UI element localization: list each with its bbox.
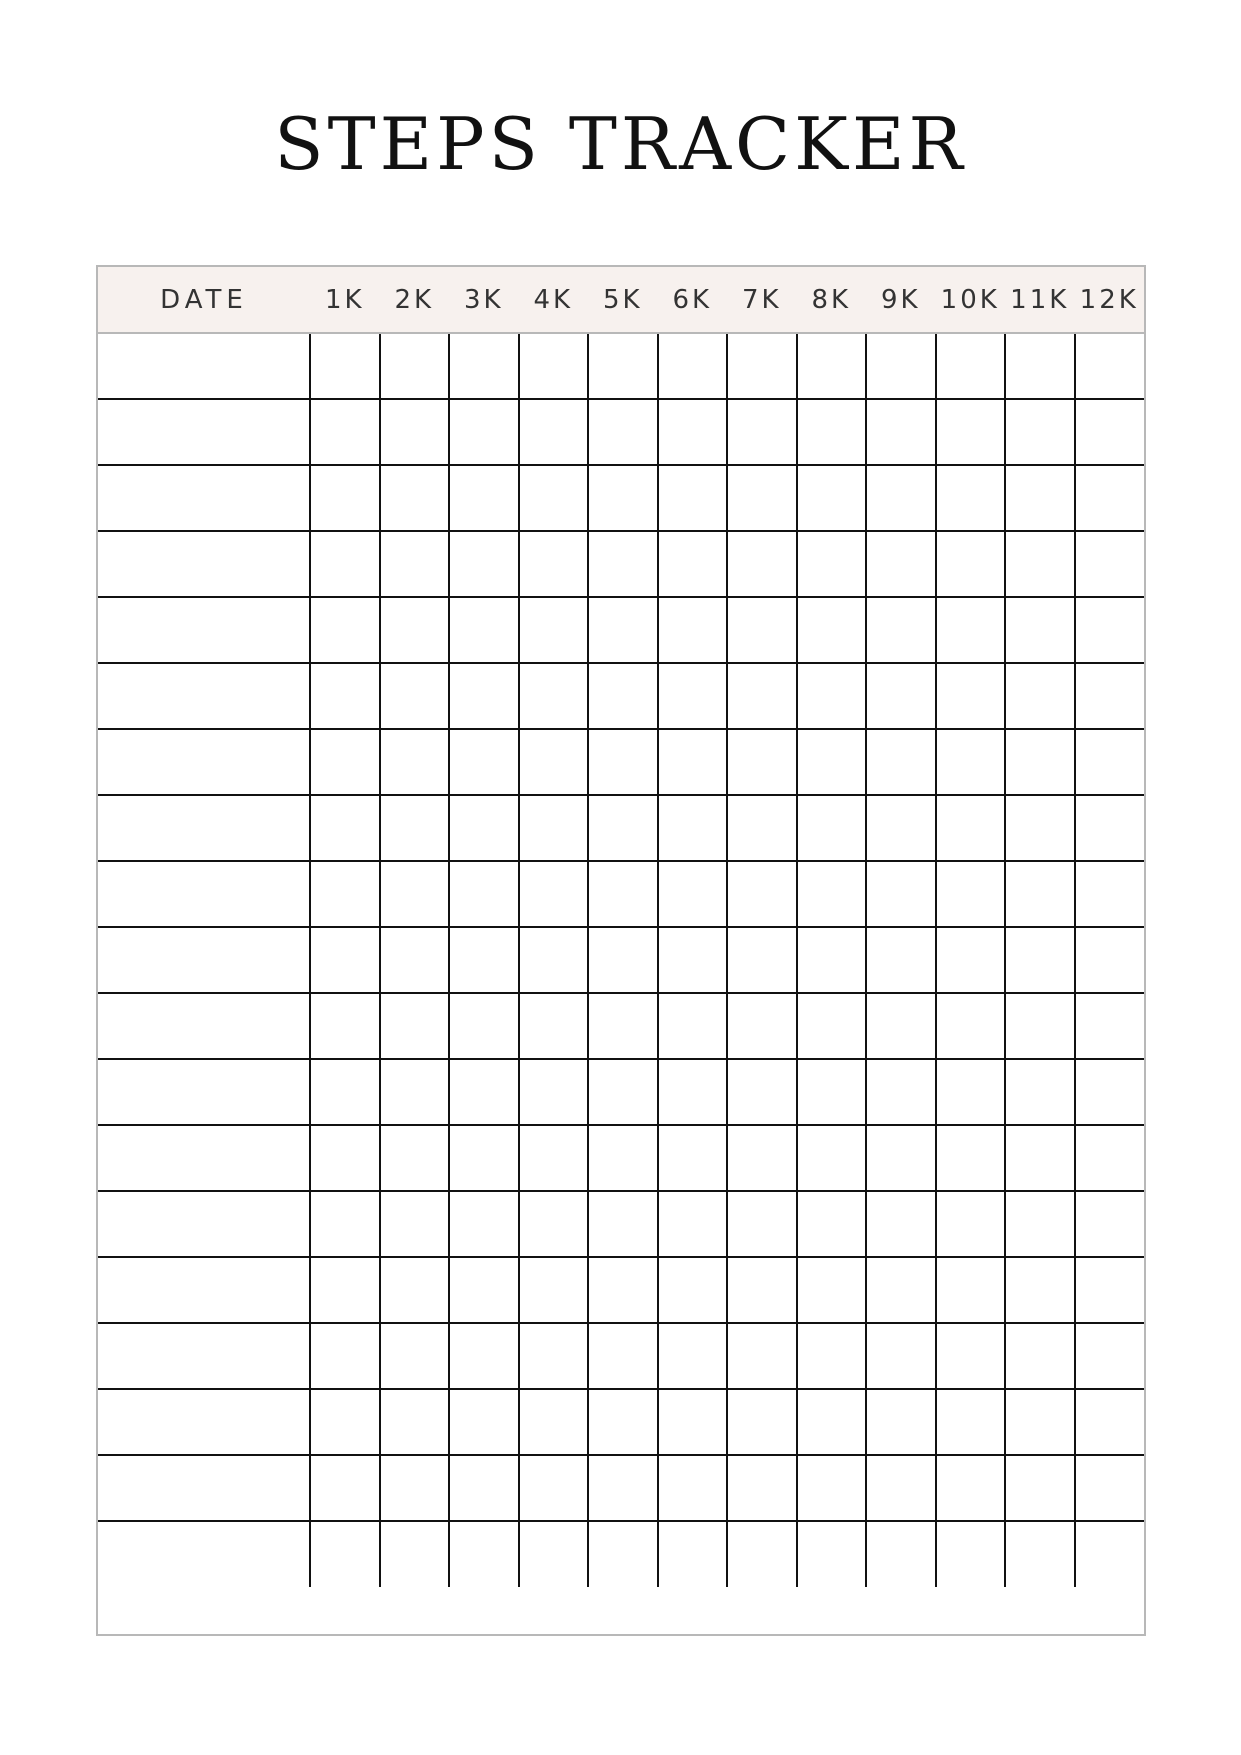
step-checkbox-cell[interactable] <box>866 333 936 399</box>
step-checkbox-cell[interactable] <box>727 597 797 663</box>
step-checkbox-cell[interactable] <box>1075 1389 1145 1455</box>
step-checkbox-cell[interactable] <box>1005 663 1075 729</box>
step-checkbox-cell[interactable] <box>727 795 797 861</box>
step-checkbox-cell[interactable] <box>588 399 658 465</box>
step-checkbox-cell[interactable] <box>658 861 728 927</box>
step-checkbox-cell[interactable] <box>310 1455 380 1521</box>
step-checkbox-cell[interactable] <box>380 1323 450 1389</box>
table-row <box>98 1455 1144 1521</box>
step-checkbox-cell[interactable] <box>936 993 1006 1059</box>
step-checkbox-cell[interactable] <box>588 1455 658 1521</box>
step-checkbox-cell[interactable] <box>380 1059 450 1125</box>
step-checkbox-cell[interactable] <box>380 729 450 795</box>
step-checkbox-cell[interactable] <box>797 531 867 597</box>
step-checkbox-cell[interactable] <box>866 861 936 927</box>
step-checkbox-cell[interactable] <box>936 927 1006 993</box>
step-checkbox-cell[interactable] <box>1075 663 1145 729</box>
step-checkbox-cell[interactable] <box>866 663 936 729</box>
step-checkbox-cell[interactable] <box>588 1059 658 1125</box>
step-checkbox-cell[interactable] <box>936 333 1006 399</box>
step-checkbox-cell[interactable] <box>380 465 450 531</box>
step-checkbox-cell[interactable] <box>519 861 589 927</box>
step-checkbox-cell[interactable] <box>310 1389 380 1455</box>
step-checkbox-cell[interactable] <box>797 927 867 993</box>
step-checkbox-cell[interactable] <box>658 1059 728 1125</box>
step-checkbox-cell[interactable] <box>797 1323 867 1389</box>
step-checkbox-cell[interactable] <box>658 597 728 663</box>
step-checkbox-cell[interactable] <box>1075 927 1145 993</box>
step-checkbox-cell[interactable] <box>727 729 797 795</box>
step-checkbox-cell[interactable] <box>1075 1455 1145 1521</box>
step-checkbox-cell[interactable] <box>936 597 1006 663</box>
step-checkbox-cell[interactable] <box>519 531 589 597</box>
step-checkbox-cell[interactable] <box>380 795 450 861</box>
step-checkbox-cell[interactable] <box>449 1125 519 1191</box>
step-checkbox-cell[interactable] <box>727 663 797 729</box>
step-checkbox-cell[interactable] <box>866 399 936 465</box>
step-checkbox-cell[interactable] <box>449 1455 519 1521</box>
step-checkbox-cell[interactable] <box>1005 333 1075 399</box>
step-checkbox-cell[interactable] <box>1075 1059 1145 1125</box>
step-checkbox-cell[interactable] <box>727 333 797 399</box>
page-title: STEPS TRACKER <box>274 102 967 186</box>
step-checkbox-cell[interactable] <box>380 1389 450 1455</box>
step-checkbox-cell[interactable] <box>1005 465 1075 531</box>
step-checkbox-cell[interactable] <box>727 531 797 597</box>
step-checkbox-cell[interactable] <box>380 993 450 1059</box>
step-column-header: 9K <box>866 267 936 333</box>
step-checkbox-cell[interactable] <box>1005 531 1075 597</box>
step-checkbox-cell[interactable] <box>727 1257 797 1323</box>
step-checkbox-cell[interactable] <box>936 1389 1006 1455</box>
step-checkbox-cell[interactable] <box>449 399 519 465</box>
date-cell[interactable] <box>98 1455 310 1521</box>
step-checkbox-cell[interactable] <box>1005 993 1075 1059</box>
date-cell[interactable] <box>98 597 310 663</box>
step-checkbox-cell[interactable] <box>797 1521 867 1587</box>
table-row <box>98 1323 1144 1389</box>
step-checkbox-cell[interactable] <box>449 795 519 861</box>
step-checkbox-cell[interactable] <box>658 1125 728 1191</box>
step-checkbox-cell[interactable] <box>588 597 658 663</box>
step-checkbox-cell[interactable] <box>588 1191 658 1257</box>
table-row <box>98 333 1144 399</box>
step-checkbox-cell[interactable] <box>310 663 380 729</box>
step-checkbox-cell[interactable] <box>1075 1323 1145 1389</box>
table-header <box>98 267 1144 333</box>
step-checkbox-cell[interactable] <box>519 1125 589 1191</box>
step-checkbox-cell[interactable] <box>310 531 380 597</box>
step-checkbox-cell[interactable] <box>658 1191 728 1257</box>
step-checkbox-cell[interactable] <box>727 465 797 531</box>
step-checkbox-cell[interactable] <box>1075 531 1145 597</box>
step-checkbox-cell[interactable] <box>380 861 450 927</box>
step-checkbox-cell[interactable] <box>449 663 519 729</box>
step-checkbox-cell[interactable] <box>519 597 589 663</box>
step-checkbox-cell[interactable] <box>658 1389 728 1455</box>
date-cell[interactable] <box>98 729 310 795</box>
step-checkbox-cell[interactable] <box>588 531 658 597</box>
header-row <box>98 267 1144 333</box>
table-row <box>98 399 1144 465</box>
step-checkbox-cell[interactable] <box>866 729 936 795</box>
step-checkbox-cell[interactable] <box>866 1389 936 1455</box>
step-checkbox-cell[interactable] <box>1075 795 1145 861</box>
step-checkbox-cell[interactable] <box>449 861 519 927</box>
step-checkbox-cell[interactable] <box>1075 1521 1145 1587</box>
step-checkbox-cell[interactable] <box>588 729 658 795</box>
step-checkbox-cell[interactable] <box>727 1125 797 1191</box>
step-checkbox-cell[interactable] <box>310 795 380 861</box>
step-checkbox-cell[interactable] <box>727 1455 797 1521</box>
date-cell[interactable] <box>98 861 310 927</box>
step-checkbox-cell[interactable] <box>1075 993 1145 1059</box>
step-checkbox-cell[interactable] <box>449 597 519 663</box>
date-cell[interactable] <box>98 663 310 729</box>
step-checkbox-cell[interactable] <box>1005 1257 1075 1323</box>
step-column-header: 7K <box>727 267 797 333</box>
date-column-header: DATE <box>98 267 310 333</box>
step-checkbox-cell[interactable] <box>310 1059 380 1125</box>
step-checkbox-cell[interactable] <box>380 1191 450 1257</box>
step-checkbox-cell[interactable] <box>797 1389 867 1455</box>
step-checkbox-cell[interactable] <box>519 1521 589 1587</box>
step-checkbox-cell[interactable] <box>449 993 519 1059</box>
step-checkbox-cell[interactable] <box>1075 1191 1145 1257</box>
step-checkbox-cell[interactable] <box>658 1257 728 1323</box>
step-checkbox-cell[interactable] <box>310 597 380 663</box>
step-checkbox-cell[interactable] <box>1005 729 1075 795</box>
step-checkbox-cell[interactable] <box>866 1059 936 1125</box>
step-checkbox-cell[interactable] <box>1075 729 1145 795</box>
step-checkbox-cell[interactable] <box>936 1521 1006 1587</box>
step-checkbox-cell[interactable] <box>936 663 1006 729</box>
step-checkbox-cell[interactable] <box>658 1455 728 1521</box>
table-row <box>98 993 1144 1059</box>
step-checkbox-cell[interactable] <box>936 861 1006 927</box>
date-cell[interactable] <box>98 1257 310 1323</box>
step-checkbox-cell[interactable] <box>936 465 1006 531</box>
step-checkbox-cell[interactable] <box>658 795 728 861</box>
step-checkbox-cell[interactable] <box>380 663 450 729</box>
step-checkbox-cell[interactable] <box>588 663 658 729</box>
step-checkbox-cell[interactable] <box>519 1323 589 1389</box>
step-checkbox-cell[interactable] <box>449 927 519 993</box>
step-checkbox-cell[interactable] <box>588 861 658 927</box>
step-checkbox-cell[interactable] <box>797 729 867 795</box>
step-checkbox-cell[interactable] <box>519 1257 589 1323</box>
date-cell[interactable] <box>98 1059 310 1125</box>
step-checkbox-cell[interactable] <box>519 1455 589 1521</box>
step-checkbox-cell[interactable] <box>1075 1257 1145 1323</box>
step-checkbox-cell[interactable] <box>866 531 936 597</box>
step-checkbox-cell[interactable] <box>310 1257 380 1323</box>
date-cell[interactable] <box>98 1389 310 1455</box>
step-checkbox-cell[interactable] <box>380 531 450 597</box>
step-checkbox-cell[interactable] <box>588 795 658 861</box>
table-row <box>98 1257 1144 1323</box>
step-checkbox-cell[interactable] <box>449 729 519 795</box>
step-checkbox-cell[interactable] <box>310 1323 380 1389</box>
tracker-grid <box>98 267 1144 1587</box>
table-row <box>98 1059 1144 1125</box>
step-checkbox-cell[interactable] <box>310 465 380 531</box>
step-column-header: 11K <box>1005 267 1075 333</box>
step-checkbox-cell[interactable] <box>727 993 797 1059</box>
step-checkbox-cell[interactable] <box>936 1257 1006 1323</box>
step-checkbox-cell[interactable] <box>310 1125 380 1191</box>
table-row <box>98 597 1144 663</box>
step-checkbox-cell[interactable] <box>658 993 728 1059</box>
table-row <box>98 465 1144 531</box>
step-checkbox-cell[interactable] <box>519 663 589 729</box>
step-checkbox-cell[interactable] <box>727 1521 797 1587</box>
step-checkbox-cell[interactable] <box>519 729 589 795</box>
date-cell[interactable] <box>98 333 310 399</box>
step-checkbox-cell[interactable] <box>797 993 867 1059</box>
step-checkbox-cell[interactable] <box>727 399 797 465</box>
step-checkbox-cell[interactable] <box>797 1191 867 1257</box>
step-checkbox-cell[interactable] <box>936 1059 1006 1125</box>
step-checkbox-cell[interactable] <box>588 1323 658 1389</box>
step-checkbox-cell[interactable] <box>588 1521 658 1587</box>
step-checkbox-cell[interactable] <box>519 399 589 465</box>
step-checkbox-cell[interactable] <box>380 597 450 663</box>
step-column-header: 3K <box>449 267 519 333</box>
step-column-header: 1K <box>310 267 380 333</box>
step-checkbox-cell[interactable] <box>519 795 589 861</box>
table-body <box>98 333 1144 1587</box>
step-checkbox-cell[interactable] <box>1075 333 1145 399</box>
date-cell[interactable] <box>98 465 310 531</box>
step-checkbox-cell[interactable] <box>519 333 589 399</box>
step-checkbox-cell[interactable] <box>936 1191 1006 1257</box>
table-row <box>98 729 1144 795</box>
date-cell[interactable] <box>98 1191 310 1257</box>
step-checkbox-cell[interactable] <box>380 1455 450 1521</box>
step-checkbox-cell[interactable] <box>380 1521 450 1587</box>
step-checkbox-cell[interactable] <box>936 1455 1006 1521</box>
step-checkbox-cell[interactable] <box>866 993 936 1059</box>
step-checkbox-cell[interactable] <box>658 465 728 531</box>
step-checkbox-cell[interactable] <box>797 399 867 465</box>
step-checkbox-cell[interactable] <box>449 333 519 399</box>
step-checkbox-cell[interactable] <box>658 399 728 465</box>
table-row <box>98 531 1144 597</box>
step-checkbox-cell[interactable] <box>588 1389 658 1455</box>
step-checkbox-cell[interactable] <box>380 927 450 993</box>
step-checkbox-cell[interactable] <box>866 1455 936 1521</box>
step-checkbox-cell[interactable] <box>519 1191 589 1257</box>
table-row <box>98 1521 1144 1587</box>
table-row <box>98 1125 1144 1191</box>
step-checkbox-cell[interactable] <box>519 993 589 1059</box>
step-checkbox-cell[interactable] <box>310 729 380 795</box>
step-checkbox-cell[interactable] <box>1005 927 1075 993</box>
step-checkbox-cell[interactable] <box>588 333 658 399</box>
step-checkbox-cell[interactable] <box>866 1257 936 1323</box>
step-checkbox-cell[interactable] <box>1075 1125 1145 1191</box>
step-checkbox-cell[interactable] <box>866 1191 936 1257</box>
step-checkbox-cell[interactable] <box>310 333 380 399</box>
step-checkbox-cell[interactable] <box>797 1059 867 1125</box>
steps-tracker-table <box>96 265 1146 1636</box>
table-row <box>98 1191 1144 1257</box>
step-checkbox-cell[interactable] <box>310 399 380 465</box>
step-checkbox-cell[interactable] <box>1075 465 1145 531</box>
table-row <box>98 927 1144 993</box>
step-checkbox-cell[interactable] <box>797 597 867 663</box>
step-checkbox-cell[interactable] <box>936 795 1006 861</box>
step-checkbox-cell[interactable] <box>797 795 867 861</box>
date-cell[interactable] <box>98 927 310 993</box>
step-checkbox-cell[interactable] <box>936 1323 1006 1389</box>
step-checkbox-cell[interactable] <box>658 663 728 729</box>
step-column-header: 6K <box>658 267 728 333</box>
step-checkbox-cell[interactable] <box>380 1257 450 1323</box>
step-checkbox-cell[interactable] <box>797 333 867 399</box>
step-checkbox-cell[interactable] <box>380 333 450 399</box>
step-column-header: 2K <box>380 267 450 333</box>
step-checkbox-cell[interactable] <box>866 1125 936 1191</box>
step-checkbox-cell[interactable] <box>1005 1323 1075 1389</box>
step-checkbox-cell[interactable] <box>519 465 589 531</box>
step-checkbox-cell[interactable] <box>588 1125 658 1191</box>
step-checkbox-cell[interactable] <box>449 1059 519 1125</box>
date-cell[interactable] <box>98 795 310 861</box>
step-checkbox-cell[interactable] <box>1075 399 1145 465</box>
step-checkbox-cell[interactable] <box>588 927 658 993</box>
step-checkbox-cell[interactable] <box>1005 1389 1075 1455</box>
step-checkbox-cell[interactable] <box>449 1389 519 1455</box>
step-checkbox-cell[interactable] <box>797 1257 867 1323</box>
step-checkbox-cell[interactable] <box>380 399 450 465</box>
step-checkbox-cell[interactable] <box>1005 1191 1075 1257</box>
step-checkbox-cell[interactable] <box>310 927 380 993</box>
step-checkbox-cell[interactable] <box>588 465 658 531</box>
step-checkbox-cell[interactable] <box>1075 597 1145 663</box>
step-checkbox-cell[interactable] <box>658 333 728 399</box>
step-checkbox-cell[interactable] <box>310 1191 380 1257</box>
step-column-header: 10K <box>936 267 1006 333</box>
step-checkbox-cell[interactable] <box>310 1521 380 1587</box>
step-checkbox-cell[interactable] <box>866 1521 936 1587</box>
step-checkbox-cell[interactable] <box>727 1191 797 1257</box>
step-checkbox-cell[interactable] <box>727 861 797 927</box>
step-checkbox-cell[interactable] <box>519 1059 589 1125</box>
date-cell[interactable] <box>98 993 310 1059</box>
table-row <box>98 1389 1144 1455</box>
step-checkbox-cell[interactable] <box>866 597 936 663</box>
date-cell[interactable] <box>98 1125 310 1191</box>
step-checkbox-cell[interactable] <box>519 1389 589 1455</box>
step-checkbox-cell[interactable] <box>936 729 1006 795</box>
step-checkbox-cell[interactable] <box>866 795 936 861</box>
step-checkbox-cell[interactable] <box>1005 1521 1075 1587</box>
step-checkbox-cell[interactable] <box>449 465 519 531</box>
date-cell[interactable] <box>98 1323 310 1389</box>
step-checkbox-cell[interactable] <box>1005 861 1075 927</box>
step-checkbox-cell[interactable] <box>449 1191 519 1257</box>
step-checkbox-cell[interactable] <box>797 465 867 531</box>
step-checkbox-cell[interactable] <box>727 927 797 993</box>
step-checkbox-cell[interactable] <box>449 1257 519 1323</box>
step-checkbox-cell[interactable] <box>866 1323 936 1389</box>
step-checkbox-cell[interactable] <box>658 1521 728 1587</box>
step-checkbox-cell[interactable] <box>936 1125 1006 1191</box>
step-checkbox-cell[interactable] <box>1005 1125 1075 1191</box>
step-checkbox-cell[interactable] <box>449 531 519 597</box>
step-column-header: 8K <box>797 267 867 333</box>
step-checkbox-cell[interactable] <box>310 993 380 1059</box>
step-checkbox-cell[interactable] <box>1005 1059 1075 1125</box>
step-checkbox-cell[interactable] <box>727 1389 797 1455</box>
date-cell[interactable] <box>98 1521 310 1587</box>
step-checkbox-cell[interactable] <box>658 729 728 795</box>
step-checkbox-cell[interactable] <box>1075 861 1145 927</box>
step-checkbox-cell[interactable] <box>449 1521 519 1587</box>
table-row <box>98 663 1144 729</box>
table-row <box>98 861 1144 927</box>
step-checkbox-cell[interactable] <box>797 1455 867 1521</box>
step-checkbox-cell[interactable] <box>866 927 936 993</box>
step-checkbox-cell[interactable] <box>519 927 589 993</box>
date-cell[interactable] <box>98 399 310 465</box>
step-column-header: 5K <box>588 267 658 333</box>
step-checkbox-cell[interactable] <box>936 399 1006 465</box>
step-checkbox-cell[interactable] <box>1005 597 1075 663</box>
table-row <box>98 795 1144 861</box>
step-checkbox-cell[interactable] <box>380 1125 450 1191</box>
step-checkbox-cell[interactable] <box>1005 399 1075 465</box>
step-checkbox-cell[interactable] <box>658 927 728 993</box>
step-checkbox-cell[interactable] <box>310 861 380 927</box>
step-checkbox-cell[interactable] <box>588 1257 658 1323</box>
step-checkbox-cell[interactable] <box>936 531 1006 597</box>
step-checkbox-cell[interactable] <box>588 993 658 1059</box>
step-checkbox-cell[interactable] <box>797 861 867 927</box>
step-checkbox-cell[interactable] <box>727 1059 797 1125</box>
step-checkbox-cell[interactable] <box>658 1323 728 1389</box>
step-checkbox-cell[interactable] <box>658 531 728 597</box>
step-checkbox-cell[interactable] <box>1005 1455 1075 1521</box>
step-checkbox-cell[interactable] <box>449 1323 519 1389</box>
step-checkbox-cell[interactable] <box>727 1323 797 1389</box>
step-column-header: 12K <box>1075 267 1145 333</box>
date-cell[interactable] <box>98 531 310 597</box>
step-checkbox-cell[interactable] <box>797 663 867 729</box>
step-checkbox-cell[interactable] <box>866 465 936 531</box>
step-checkbox-cell[interactable] <box>797 1125 867 1191</box>
step-column-header: 4K <box>519 267 589 333</box>
step-checkbox-cell[interactable] <box>1005 795 1075 861</box>
